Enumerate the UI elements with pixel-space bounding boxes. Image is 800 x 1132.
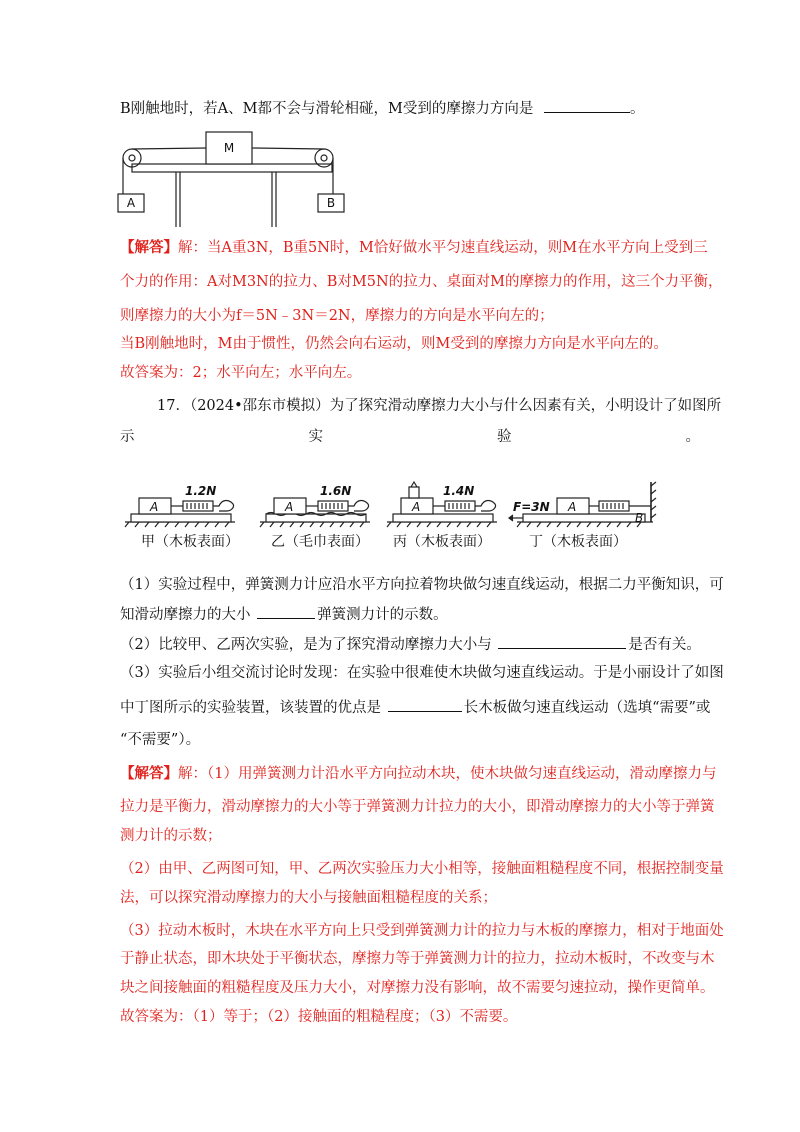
question-text: （2）比较甲、乙两次实验，是为了探究滑动摩擦力大小与: [120, 637, 492, 653]
block-label: A: [412, 500, 421, 514]
hand-bing: [475, 500, 496, 511]
answer-blank-3[interactable]: [388, 697, 462, 712]
force-label-jia: 1.2N: [185, 484, 217, 498]
block-label: A: [568, 500, 577, 514]
sub-question-1b: [120, 604, 448, 625]
hand-jia: [213, 500, 234, 511]
block-b-label: B: [635, 511, 644, 525]
force-label-bing: 1.4N: [443, 484, 475, 498]
sub-question-2: [120, 634, 701, 655]
question-text: 弹簧测力计的示数。: [317, 607, 448, 623]
table-top: [132, 164, 332, 172]
sub-question-1a: （1）实验过程中，弹簧测力计应沿水平方向拉着物块做匀速直线运动，根据二力平衡知识，可: [120, 577, 724, 593]
block-label: A: [150, 500, 159, 514]
question-text: B刚触地时，若A、M都不会与滑轮相碰，M受到的摩擦力方向是: [120, 101, 534, 117]
question-16-tail: [120, 98, 644, 119]
pulley-table-figure: [118, 128, 348, 228]
answer-17-line-6: （3）拉动木板时，木块在水平方向上只受到弹簧测力计的拉力与木板的摩擦力，相对于地面处: [120, 923, 724, 939]
answer-17-line-1: [120, 764, 716, 784]
question-text: 知滑动摩擦力的大小: [120, 607, 251, 623]
hand-yi: [348, 500, 369, 511]
setup-jia: [125, 498, 235, 527]
label-b: B: [326, 196, 336, 210]
board-bing: [393, 514, 493, 522]
spread-char: 实: [308, 429, 323, 445]
block-label: A: [285, 500, 294, 514]
answer-16-final: 故答案为：2；水平向左；水平向左。: [120, 365, 362, 381]
caption-jia: 甲（木板表面）: [141, 534, 239, 550]
answer-17-line-4: （2）由甲、乙两图可知，甲、乙两次实验压力大小相等，接触面粗糙程度不同，根据控制变量: [120, 861, 724, 877]
answer-17-line-3: 测力计的示数；: [120, 828, 222, 844]
punctuation: 。: [629, 101, 645, 117]
label-a: A: [126, 196, 136, 210]
answer-17-final: 故答案为：（1）等于；（2）接触面的粗糙程度；（3）不需要。: [120, 1009, 518, 1025]
answer-17-line-8: 块之间接触面的粗糙程度及压力大小，对摩擦力没有影响，故不需要匀速拉动，操作更简单。: [120, 980, 715, 996]
question-text: 长木板做匀速直线运动（选填“需要”或: [463, 700, 711, 716]
question-17-line-1: 17．（2024•邵东市模拟）为了探究滑动摩擦力大小与什么因素有关，小明设计了如图所: [157, 398, 722, 414]
answer-blank-1[interactable]: [257, 604, 315, 619]
question-text: 中丁图所示的实验装置，该装置的优点是: [120, 700, 381, 716]
label-m: M: [223, 141, 235, 155]
question-17-line-2: [120, 427, 700, 447]
answer-text: 解：（1）用弹簧测力计沿水平方向拉动木块，使木块做匀速直线运动，滑动摩擦力与: [178, 766, 717, 782]
answer-text: 解：当A重3N，B重5N时，M恰好做水平匀速直线运动，则M在水平方向上受到三: [178, 240, 708, 256]
spread-char: 示: [120, 429, 135, 445]
spread-char: 验: [497, 429, 512, 445]
force-label-yi: 1.6N: [320, 484, 352, 498]
force-label-ding: F=3N: [513, 500, 550, 514]
string-right-top: [252, 148, 324, 149]
answer-16-line-1: [120, 238, 708, 258]
answer-16-line-2: 个力的作用：A对M3N的拉力、B对M5N的拉力、桌面对M的摩擦力的作用，这三个力平衡，: [120, 274, 723, 290]
board-ding: [523, 514, 645, 522]
answer-blank[interactable]: [544, 98, 630, 113]
answer-tag: 【解答】: [120, 765, 178, 782]
question-text: 是否有关。: [628, 637, 701, 653]
sub-question-3c: “不需要”）。: [120, 732, 201, 748]
answer-17-line-2: 拉力是平衡力，滑动摩擦力的大小等于弹簧测力计拉力的大小，即滑动摩擦力的大小等于弹簧: [120, 799, 715, 815]
answer-16-line-3: 则摩擦力的大小为f＝5N﹣3N＝2N，摩擦力的方向是水平向左的；: [120, 308, 554, 324]
spread-char: 。: [685, 429, 700, 445]
sub-question-3a: （3）实验后小组交流讨论时发现：在实验中很难使木块做匀速直线运动。于是小丽设计了如图: [120, 665, 724, 681]
answer-17-line-5: 法，可以探究滑动摩擦力的大小与接触面粗糙程度的关系；: [120, 890, 497, 906]
setup-yi: [260, 498, 370, 527]
weight-on-block: [409, 487, 419, 498]
answer-tag: 【解答】: [120, 239, 178, 256]
setup-bing: [387, 482, 497, 527]
board-jia: [131, 514, 231, 522]
answer-17-line-7: 于静止状态，即木块处于平衡状态，摩擦力等于弹簧测力计的拉力，拉动木板时，不改变与木: [120, 951, 715, 967]
sub-question-3b: [120, 697, 710, 718]
answer-blank-2[interactable]: [498, 634, 626, 649]
friction-experiment-figure: [125, 478, 665, 558]
caption-ding: 丁（木板表面）: [529, 534, 627, 550]
caption-yi: 乙（毛巾表面）: [271, 534, 369, 550]
string-left-top: [132, 148, 206, 149]
caption-bing: 丙（木板表面）: [393, 534, 491, 550]
answer-16-line-4: 当B刚触地时，M由于惯性，仍然会向右运动，则M受到的摩擦力方向是水平向左的。: [120, 336, 668, 352]
